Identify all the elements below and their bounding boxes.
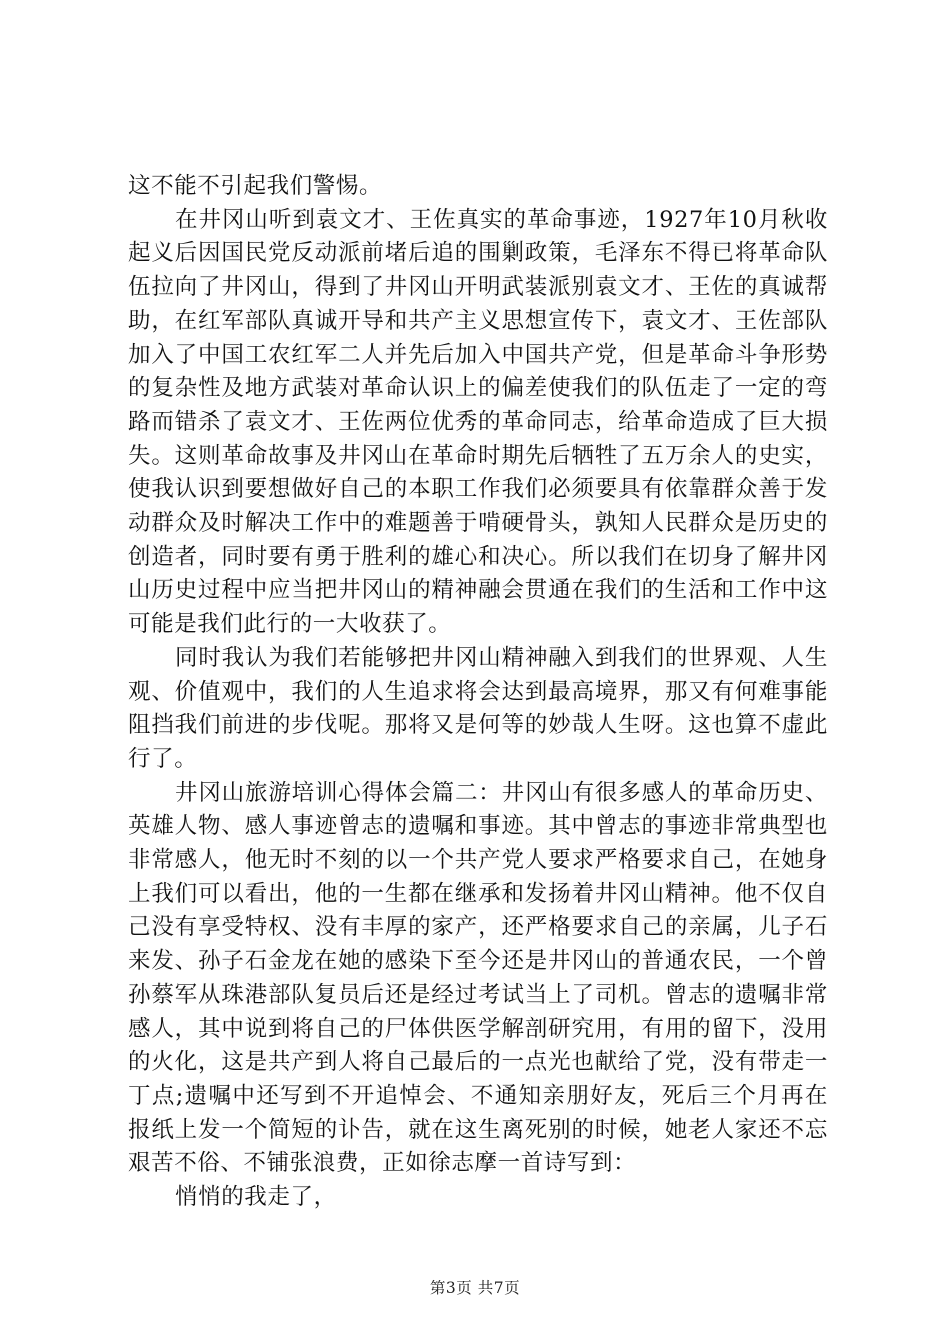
- paragraph-2: 在井冈山听到袁文才、王佐真实的革命事迹，1927年10月秋收起义后因国民党反动派前堵后追的围剿政策，毛泽东不得已将革命队伍拉向了井冈山，得到了井冈山开明武装派别袁文才、王佐的真诚帮助，在红军部队真诚开导和共产主义思想宣传下，袁文才、王佐部队加入了中国工农红军二人并先后加入中国共产党，但是革命斗争形势的复杂性及地方武装对革命认识上的偏差使我们的队伍走了一定的弯路而错杀了袁文才、王佐两位优秀的革命同志，给革命造成了巨大损失。这则革命故事及井冈山在革命时期先后牺牲了五万余人的史实，使我认识到要想做好自己的本职工作我们必须要具有依靠群众善于发动群众及时解决工作中的难题善于啃硬骨头，孰知人民群众是历史的创造者，同时要有勇于胜利的雄心和决心。所以我们在切身了解井冈山历史过程中应当把井冈山的精神融会贯通在我们的生活和工作中这可能是我们此行的一大收获了。: [128, 206, 828, 638]
- document-body: [128, 170, 828, 1215]
- paragraph-1: 这不能不引起我们警惕。: [128, 173, 383, 199]
- paragraph-3: 同时我认为我们若能够把井冈山精神融入到我们的世界观、人生观、价值观中，我们的人生追求将会达到最高境界，那又有何难事能阻挡我们前进的步伐呢。那将又是何等的妙哉人生呀。这也算不虚此行了。: [128, 644, 828, 772]
- page-footer: 第3页 共7页: [429, 1279, 521, 1297]
- paragraph-5: 悄悄的我走了，: [175, 1184, 337, 1211]
- paragraph-4: 井冈山旅游培训心得体会篇二：井冈山有很多感人的革命历史、英雄人物、感人事迹曾志的遗嘱和事迹。其中曾志的事迹非常典型也非常感人，他无时不刻的以一个共产党人要求严格要求自己，在她身上我们可以看出，他的一生都在继承和发扬着井冈山精神。他不仅自己没有享受特权、没有丰厚的家产，还严格要求自己的亲属，儿子石来发、孙子石金龙在她的感染下至今还是井冈山的普通农民，一个曾孙蔡军从珠港部队复员后还是经过考试当上了司机。曾志的遗嘱非常感人，其中说到将自己的尸体供医学解剖研究用，有用的留下，没用的火化，这是共产到人将自己最后的一点光也献给了党，没有带走一丁点;遗嘱中还写到不开追悼会、不通知亲朋好友，死后三个月再在报纸上发一个简短的讣告，就在这生离死别的时候，她老人家还不忘艰苦不俗、不铺张浪费，正如徐志摩一首诗写到：: [128, 779, 828, 1177]
